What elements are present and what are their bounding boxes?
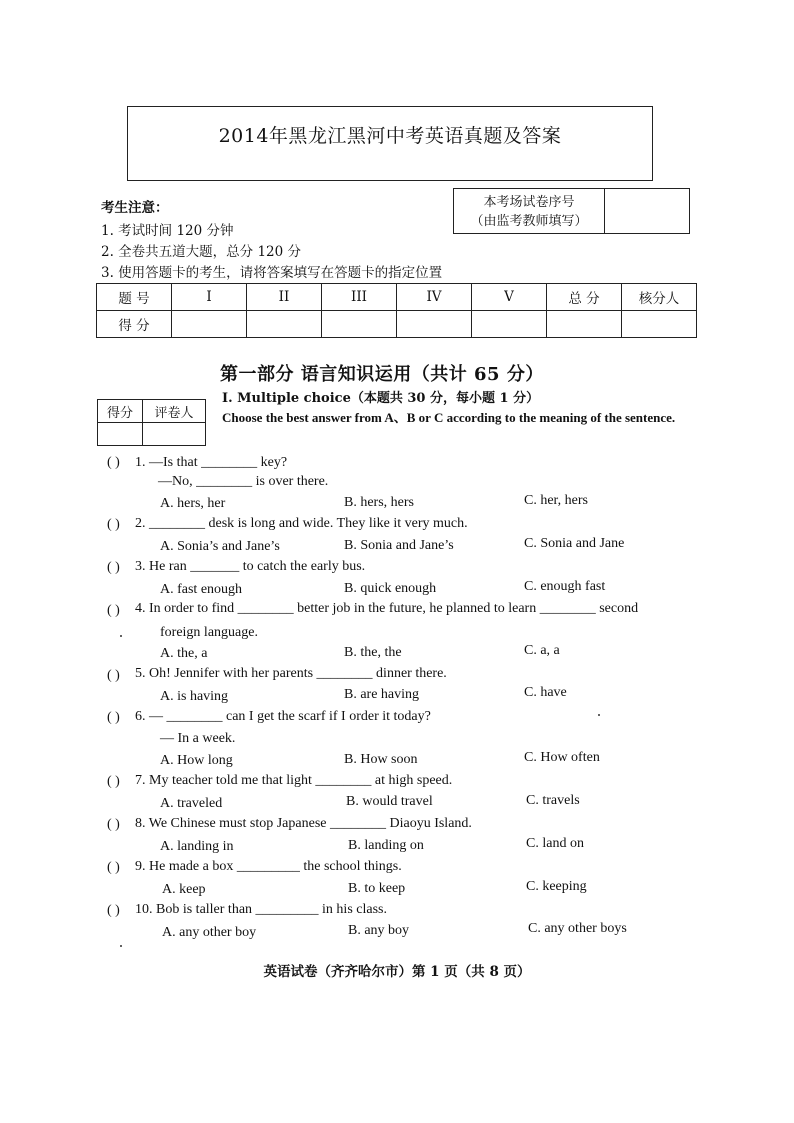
header-cell: 总 分 bbox=[547, 284, 622, 311]
score-cell[interactable] bbox=[397, 311, 472, 338]
option-b: B. to keep bbox=[348, 881, 406, 896]
option-b: B. any boy bbox=[348, 923, 410, 938]
notice-item-2: 2. 全卷共五道大题，总分 120 分 bbox=[101, 244, 302, 260]
score-row-label: 得 分 bbox=[97, 311, 172, 338]
answer-blank[interactable]: ( ) bbox=[107, 710, 120, 725]
grader-name-field[interactable] bbox=[143, 423, 206, 446]
header-cell: II bbox=[247, 284, 322, 311]
option-a: A. traveled bbox=[160, 796, 223, 811]
answer-blank[interactable]: ( ) bbox=[107, 903, 120, 918]
option-c: C. keeping bbox=[526, 879, 587, 894]
section-heading: I. Multiple choice（本题共 30 分，每小题 1 分） bbox=[222, 391, 540, 406]
answer-blank[interactable]: ( ) bbox=[107, 603, 120, 618]
option-b: B. hers, hers bbox=[344, 495, 414, 510]
header-cell: 核分人 bbox=[622, 284, 697, 311]
grader-score-field[interactable] bbox=[98, 423, 143, 446]
option-c: C. land on bbox=[526, 836, 584, 851]
option-b: B. landing on bbox=[348, 838, 424, 853]
option-c: C. her, hers bbox=[524, 493, 588, 508]
answer-blank[interactable]: ( ) bbox=[107, 455, 120, 470]
question-stem: 10. Bob is taller than _________ in his class. bbox=[135, 902, 387, 917]
question-stem: 5. Oh! Jennifer with her parents ________ dinner there. bbox=[135, 666, 447, 681]
score-cell[interactable] bbox=[322, 311, 397, 338]
grader-score-label: 得分 bbox=[98, 400, 143, 423]
serial-label-line2: （由监考教师填写） bbox=[470, 214, 588, 229]
answer-blank[interactable]: ( ) bbox=[107, 860, 120, 875]
answer-blank[interactable]: ( ) bbox=[107, 560, 120, 575]
serial-number-field[interactable] bbox=[605, 189, 690, 234]
serial-number-box bbox=[453, 188, 690, 234]
option-c: C. How often bbox=[524, 750, 600, 765]
question-stem: 7. My teacher told me that light ________ at high speed. bbox=[135, 773, 453, 788]
scan-speck bbox=[120, 635, 122, 637]
option-b: B. Sonia and Jane’s bbox=[344, 538, 454, 553]
answer-blank[interactable]: ( ) bbox=[107, 774, 120, 789]
question-stem: 3. He ran _______ to catch the early bus. bbox=[135, 559, 366, 574]
option-c: C. enough fast bbox=[524, 579, 606, 594]
grader-name-label: 评卷人 bbox=[143, 400, 206, 423]
score-table-header bbox=[97, 284, 697, 311]
question-stem: 6. — ________ can I get the scarf if I order it today? bbox=[135, 709, 431, 724]
option-c: C. have bbox=[524, 685, 567, 700]
header-cell: IV bbox=[397, 284, 472, 311]
option-c: C. any other boys bbox=[528, 921, 627, 936]
option-b: B. would travel bbox=[346, 794, 433, 809]
notice-item-1: 1. 考试时间 120 分钟 bbox=[101, 223, 234, 239]
part-title: 第一部分 语言知识运用（共计 65 分） bbox=[220, 364, 544, 385]
option-a: A. Sonia’s and Jane’s bbox=[160, 539, 280, 554]
page-title: 2014年黑龙江黑河中考英语真题及答案 bbox=[218, 125, 562, 147]
option-a: A. landing in bbox=[160, 839, 234, 854]
question-stem: 1. —Is that ________ key? bbox=[135, 455, 288, 470]
option-b: B. quick enough bbox=[344, 581, 437, 596]
question-line2: —No, ________ is over there. bbox=[158, 474, 329, 489]
scan-speck bbox=[598, 714, 600, 716]
option-a: A. hers, her bbox=[160, 496, 226, 511]
section-instruction: Choose the best answer from A、B or C according to the meaning of the sentence. bbox=[222, 410, 676, 425]
option-a: A. fast enough bbox=[160, 582, 243, 597]
answer-blank[interactable]: ( ) bbox=[107, 517, 120, 532]
header-cell: III bbox=[322, 284, 397, 311]
score-cell[interactable] bbox=[172, 311, 247, 338]
page-footer: 英语试卷（齐齐哈尔市）第 1 页（共 8 页） bbox=[263, 964, 531, 980]
option-a: A. is having bbox=[160, 689, 229, 704]
answer-blank[interactable]: ( ) bbox=[107, 817, 120, 832]
question-stem: 4. In order to find ________ better job in the future, he planned to learn ________ second bbox=[135, 601, 639, 616]
question-stem: 8. We Chinese must stop Japanese ________ Diaoyu Island. bbox=[135, 816, 472, 831]
grader-box bbox=[97, 399, 206, 446]
question-line2: — In a week. bbox=[160, 731, 236, 746]
score-table-row bbox=[97, 311, 697, 338]
option-c: C. a, a bbox=[524, 643, 560, 658]
option-b: B. the, the bbox=[344, 645, 402, 660]
question-stem: 9. He made a box _________ the school things. bbox=[135, 859, 402, 874]
score-cell[interactable] bbox=[547, 311, 622, 338]
option-c: C. travels bbox=[526, 793, 580, 808]
serial-label-cell bbox=[454, 189, 605, 234]
notice-heading: 考生注意： bbox=[101, 200, 169, 216]
option-a: A. any other boy bbox=[162, 925, 257, 940]
option-a: A. the, a bbox=[160, 646, 208, 661]
serial-label-line1: 本考场试卷序号 bbox=[483, 195, 575, 210]
question-line2: foreign language. bbox=[160, 625, 258, 640]
score-cell[interactable] bbox=[472, 311, 547, 338]
option-c: C. Sonia and Jane bbox=[524, 536, 625, 551]
question-stem: 2. ________ desk is long and wide. They like it very much. bbox=[135, 516, 468, 531]
score-table bbox=[96, 283, 697, 338]
option-b: B. are having bbox=[344, 687, 420, 702]
header-cell: 题 号 bbox=[97, 284, 172, 311]
option-a: A. keep bbox=[162, 882, 206, 897]
option-b: B. How soon bbox=[344, 752, 418, 767]
title-box bbox=[127, 106, 653, 181]
score-cell[interactable] bbox=[247, 311, 322, 338]
header-cell: V bbox=[472, 284, 547, 311]
notice-item-3: 3. 使用答题卡的考生，请将答案填写在答题卡的指定位置 bbox=[101, 265, 443, 281]
scan-speck bbox=[120, 945, 122, 947]
option-a: A. How long bbox=[160, 753, 233, 768]
score-cell[interactable] bbox=[622, 311, 697, 338]
header-cell: I bbox=[172, 284, 247, 311]
answer-blank[interactable]: ( ) bbox=[107, 668, 120, 683]
